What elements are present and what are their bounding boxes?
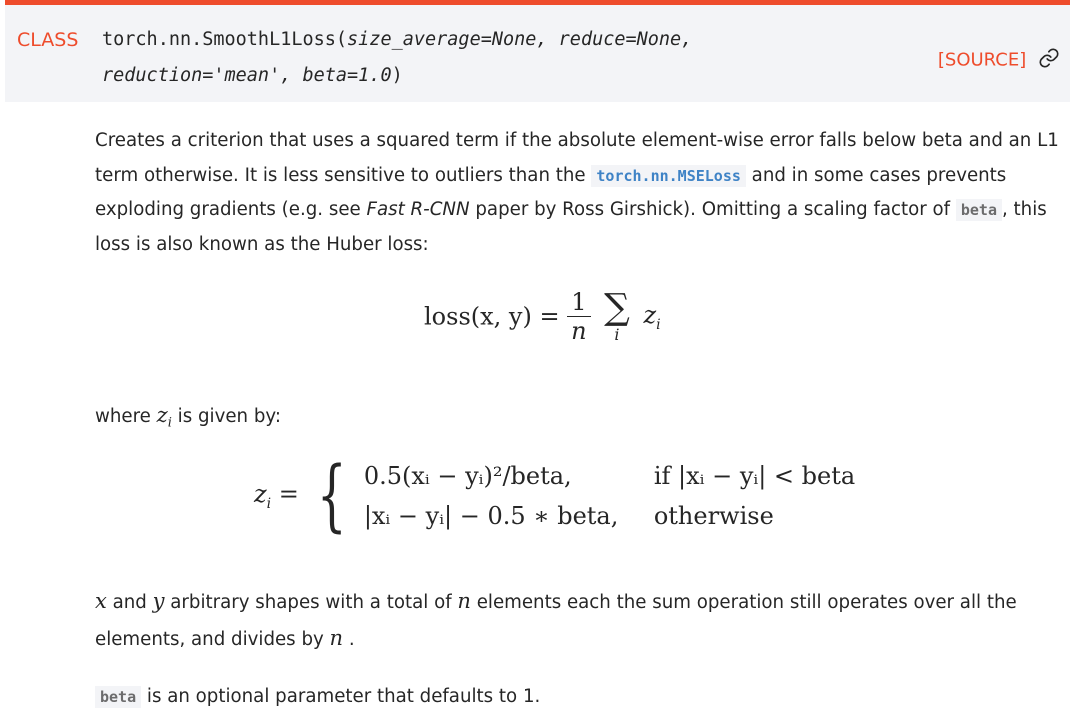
shapes-paragraph: x and y arbitrary shapes with a total of n elements each the sum operation still operates over all the elements, and divides by n . xyxy=(95,589,1017,650)
source-link[interactable] xyxy=(938,47,1060,74)
cases xyxy=(364,456,855,536)
class-name: torch.nn.SmoothL1Loss xyxy=(102,29,336,50)
class-signature xyxy=(5,0,1070,102)
signature-line-1: torch.nn.SmoothL1Loss(size_average=None, reduce=None, xyxy=(102,29,693,50)
beta-note: beta is an optional parameter that defaults to 1. xyxy=(95,680,1070,715)
case-2: |xᵢ − yᵢ| − 0.5 ∗ beta, otherwise xyxy=(363,502,774,530)
paper-name: Fast R-CNN xyxy=(366,199,470,220)
class-keyword: CLASS xyxy=(17,29,79,51)
beta-code: beta xyxy=(956,199,1002,221)
source-label[interactable]: [SOURCE] xyxy=(937,49,1027,71)
loss-lhs: loss(x, y) = xyxy=(424,302,560,331)
loss-equation: loss(x, y) = $\frac{1}{n}$ ∑ i $z_i$ xyxy=(424,286,661,345)
signature-params-1: size_average=None, reduce=None, xyxy=(347,29,693,50)
summation: ∑ i xyxy=(604,286,630,344)
description-paragraph: Creates a criterion that uses a squared term if the absolute element-wise error falls below beta and an L1 term otherwise. It is less sensitive to outliers than the torch.nn.MSELoss and in some cases prevents exploding gradients (e.g. see Fast R-CNN paper by Ross Girshick). Omitting a scaling factor of beta , this loss is also known as the Huber loss: xyxy=(95,130,1059,255)
z-equation: $z_i$ = { 0.5(xᵢ − yᵢ)²/beta, if |xᵢ − yᵢ| < beta |xᵢ − yᵢ| − 0.5 ∗ beta, otherwise xyxy=(254,451,856,541)
beta-code-2: beta xyxy=(95,686,141,708)
where-text: where $z_i$ is given by: xyxy=(95,403,281,431)
signature-params-2: reduction='mean', beta=1.0 xyxy=(102,65,392,86)
link-icon[interactable] xyxy=(1038,47,1060,74)
fraction: $\frac{1}{n}$ xyxy=(567,288,590,345)
case-1: 0.5(xᵢ − yᵢ)²/beta, if |xᵢ − yᵢ| < beta xyxy=(363,462,856,490)
cases-brace: { xyxy=(316,451,347,541)
mseloss-link[interactable]: torch.nn.MSELoss xyxy=(591,165,746,187)
signature-line-2: reduction='mean', beta=1.0) xyxy=(102,65,403,86)
